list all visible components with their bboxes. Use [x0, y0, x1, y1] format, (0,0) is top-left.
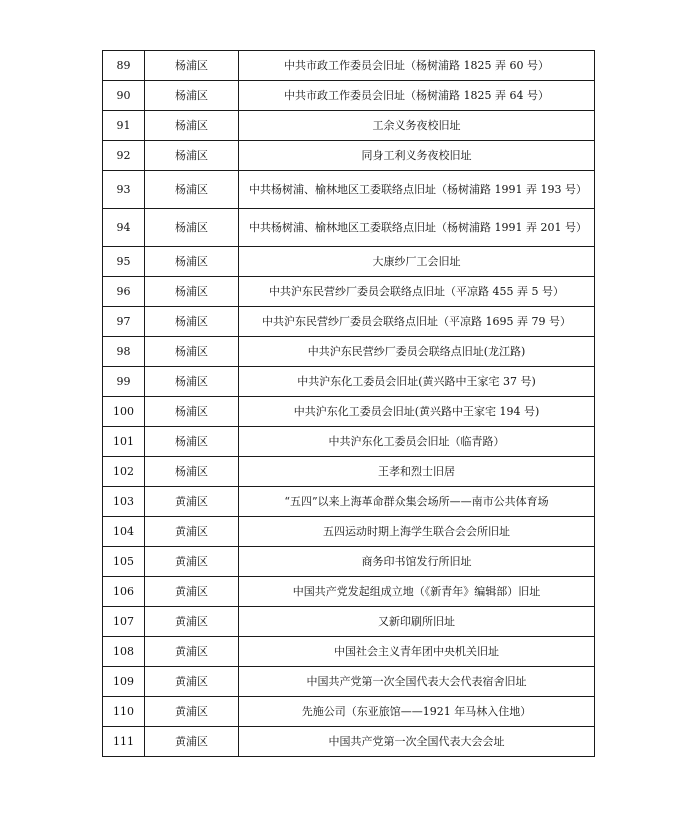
table-row: [103, 141, 595, 171]
table-row: [103, 277, 595, 307]
table-row: [103, 427, 595, 457]
district-cell: 黄浦区: [145, 607, 239, 637]
table-row: [103, 697, 595, 727]
row-number: 90: [103, 81, 145, 111]
row-number: 109: [103, 667, 145, 697]
row-number: 100: [103, 397, 145, 427]
table-row: [103, 111, 595, 141]
district-cell: 黄浦区: [145, 637, 239, 667]
table-row: [103, 171, 595, 209]
row-number: 102: [103, 457, 145, 487]
site-name-cell: 中共市政工作委员会旧址（杨树浦路 1825 弄 60 号）: [239, 51, 595, 81]
site-name-cell: 大康纱厂工会旧址: [239, 247, 595, 277]
site-name-cell: 中共沪东化工委员会旧址(黄兴路中王家宅 194 号): [239, 397, 595, 427]
site-name-cell: 王孝和烈士旧居: [239, 457, 595, 487]
district-cell: 杨浦区: [145, 171, 239, 209]
row-number: 98: [103, 337, 145, 367]
table-row: [103, 667, 595, 697]
row-number: 104: [103, 517, 145, 547]
site-name-cell: 商务印书馆发行所旧址: [239, 547, 595, 577]
row-number: 111: [103, 727, 145, 757]
site-name-cell: 五四运动时期上海学生联合会会所旧址: [239, 517, 595, 547]
row-number: 108: [103, 637, 145, 667]
district-cell: 杨浦区: [145, 367, 239, 397]
district-cell: 杨浦区: [145, 307, 239, 337]
site-name-cell: 中共沪东民营纱厂委员会联络点旧址（平凉路 1695 弄 79 号）: [239, 307, 595, 337]
table-row: [103, 209, 595, 247]
site-name-cell: “五四”以来上海革命群众集会场所——南市公共体育场: [239, 487, 595, 517]
site-name-cell: 先施公司（东亚旅馆——1921 年马林入住地）: [239, 697, 595, 727]
site-name-cell: 中共沪东民营纱厂委员会联络点旧址（平凉路 455 弄 5 号）: [239, 277, 595, 307]
row-number: 110: [103, 697, 145, 727]
district-cell: 杨浦区: [145, 277, 239, 307]
table-row: [103, 547, 595, 577]
table-row: [103, 307, 595, 337]
row-number: 91: [103, 111, 145, 141]
district-cell: 杨浦区: [145, 427, 239, 457]
row-number: 95: [103, 247, 145, 277]
table-row: [103, 51, 595, 81]
table-row: [103, 337, 595, 367]
site-name-cell: 又新印刷所旧址: [239, 607, 595, 637]
row-number: 106: [103, 577, 145, 607]
district-cell: 黄浦区: [145, 577, 239, 607]
site-name-cell: 同身工利义务夜校旧址: [239, 141, 595, 171]
row-number: 93: [103, 171, 145, 209]
district-cell: 黄浦区: [145, 697, 239, 727]
row-number: 99: [103, 367, 145, 397]
site-name-cell: 中国社会主义青年团中央机关旧址: [239, 637, 595, 667]
district-cell: 黄浦区: [145, 487, 239, 517]
district-cell: 杨浦区: [145, 141, 239, 171]
table-row: [103, 517, 595, 547]
district-cell: 杨浦区: [145, 111, 239, 141]
district-cell: 黄浦区: [145, 547, 239, 577]
table-row: [103, 457, 595, 487]
site-name-cell: 中共杨树浦、榆林地区工委联络点旧址（杨树浦路 1991 弄 193 号）: [239, 171, 595, 209]
district-cell: 杨浦区: [145, 51, 239, 81]
table-row: [103, 367, 595, 397]
heritage-site-table: [102, 50, 595, 757]
district-cell: 黄浦区: [145, 517, 239, 547]
district-cell: 黄浦区: [145, 667, 239, 697]
table-row: [103, 81, 595, 111]
site-name-cell: 中国共产党第一次全国代表大会代表宿舍旧址: [239, 667, 595, 697]
row-number: 89: [103, 51, 145, 81]
site-name-cell: 中国共产党发起组成立地（《新青年》编辑部）旧址: [239, 577, 595, 607]
site-name-cell: 中共沪东化工委员会旧址(黄兴路中王家宅 37 号): [239, 367, 595, 397]
row-number: 97: [103, 307, 145, 337]
site-name-cell: 中共杨树浦、榆林地区工委联络点旧址（杨树浦路 1991 弄 201 号）: [239, 209, 595, 247]
row-number: 92: [103, 141, 145, 171]
site-name-cell: 中国共产党第一次全国代表大会会址: [239, 727, 595, 757]
row-number: 94: [103, 209, 145, 247]
table-row: [103, 577, 595, 607]
district-cell: 杨浦区: [145, 337, 239, 367]
table-row: [103, 397, 595, 427]
district-cell: 杨浦区: [145, 247, 239, 277]
district-cell: 黄浦区: [145, 727, 239, 757]
table-row: [103, 247, 595, 277]
district-cell: 杨浦区: [145, 397, 239, 427]
row-number: 96: [103, 277, 145, 307]
site-name-cell: 中共市政工作委员会旧址（杨树浦路 1825 弄 64 号）: [239, 81, 595, 111]
row-number: 101: [103, 427, 145, 457]
row-number: 105: [103, 547, 145, 577]
table-row: [103, 727, 595, 757]
table-row: [103, 487, 595, 517]
table-row: [103, 607, 595, 637]
district-cell: 杨浦区: [145, 81, 239, 111]
district-cell: 杨浦区: [145, 457, 239, 487]
row-number: 107: [103, 607, 145, 637]
site-name-cell: 工余义务夜校旧址: [239, 111, 595, 141]
district-cell: 杨浦区: [145, 209, 239, 247]
site-name-cell: 中共沪东民营纱厂委员会联络点旧址(龙江路): [239, 337, 595, 367]
site-name-cell: 中共沪东化工委员会旧址（临青路）: [239, 427, 595, 457]
row-number: 103: [103, 487, 145, 517]
table-row: [103, 637, 595, 667]
